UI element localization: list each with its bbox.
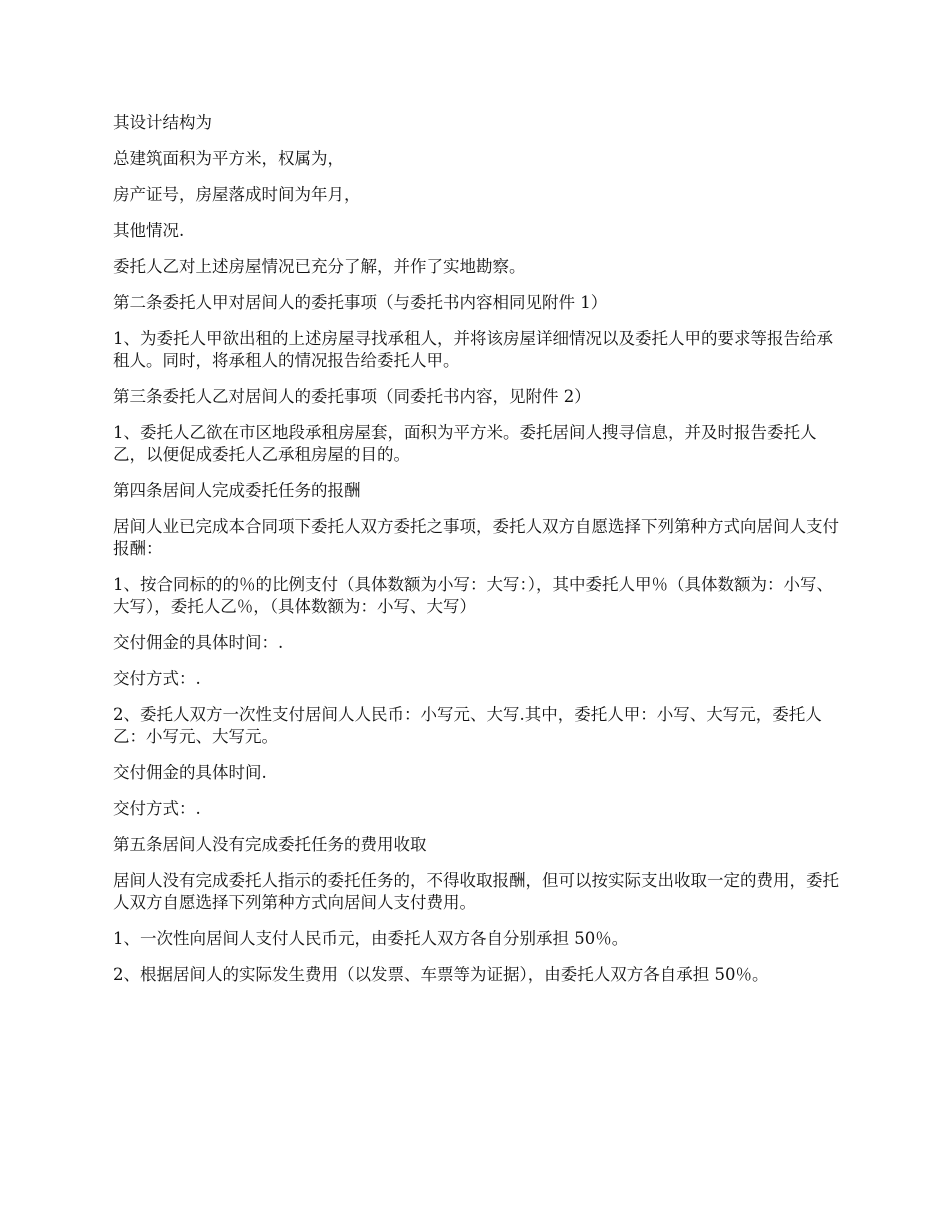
document-body [113, 112, 848, 1000]
heading-article-3: 第三条委托人乙对居间人的委托事项（同委托书内容，见附件 2） [113, 387, 591, 406]
paragraph-other-conditions: 其他情况. [113, 221, 185, 240]
paragraph-article-5-option-1: 1、一次性向居间人支付人民币元，由委托人双方各自分别承担 50％。 [113, 929, 629, 948]
paragraph-article-4-option-1: 1、按合同标的的％的比例支付（具体数额为小写：大写：），其中委托人甲％（具体数额为：小写、大写），委托人乙％，（具体数额为：小写、大写） [113, 575, 833, 616]
paragraph-payment-method-1: 交付方式：. [113, 669, 201, 688]
paragraph-article-4-option-2: 2、委托人双方一次性支付居间人人民币：小写元、大写.其中，委托人甲：小写、大写元，委托人乙：小写元、大写元。 [113, 705, 822, 746]
heading-article-4: 第四条居间人完成委托任务的报酬 [113, 481, 361, 500]
paragraph-commission-time-2: 交付佣金的具体时间. [113, 763, 267, 782]
paragraph-commission-time-1: 交付佣金的具体时间：. [113, 633, 284, 652]
paragraph-property-certificate: 房产证号，房屋落成时间为年月， [113, 185, 361, 204]
heading-article-2: 第二条委托人甲对居间人的委托事项（与委托书内容相同见附件 1） [113, 293, 608, 312]
paragraph-article-5-intro: 居间人没有完成委托人指示的委托任务的，不得收取报酬，但可以按实际支出收取一定的费用，委托人双方自愿选择下列第种方式向居间人支付费用。 [113, 871, 839, 912]
paragraph-article-2-item-1: 1、为委托人甲欲出租的上述房屋寻找承租人，并将该房屋详细情况以及委托人甲的要求等报告给承租人。同时，将承租人的情况报告给委托人甲。 [113, 329, 833, 370]
heading-article-5: 第五条居间人没有完成委托任务的费用收取 [113, 835, 427, 854]
paragraph-article-5-option-2: 2、根据居间人的实际发生费用（以发票、车票等为证据），由委托人双方各自承担 50％。 [113, 965, 769, 984]
paragraph-party-b-inspection: 委托人乙对上述房屋情况已充分了解，并作了实地勘察。 [113, 257, 526, 276]
paragraph-design-structure: 其设计结构为 [113, 113, 212, 132]
paragraph-building-area: 总建筑面积为平方米，权属为， [113, 149, 344, 168]
paragraph-article-3-item-1: 1、委托人乙欲在市区地段承租房屋套，面积为平方米。委托居间人搜寻信息，并及时报告委托人乙，以便促成委托人乙承租房屋的目的。 [113, 423, 817, 464]
paragraph-article-4-intro: 居间人业已完成本合同项下委托人双方委托之事项，委托人双方自愿选择下列第种方式向居间人支付报酬： [113, 517, 839, 558]
paragraph-payment-method-2: 交付方式：. [113, 799, 201, 818]
